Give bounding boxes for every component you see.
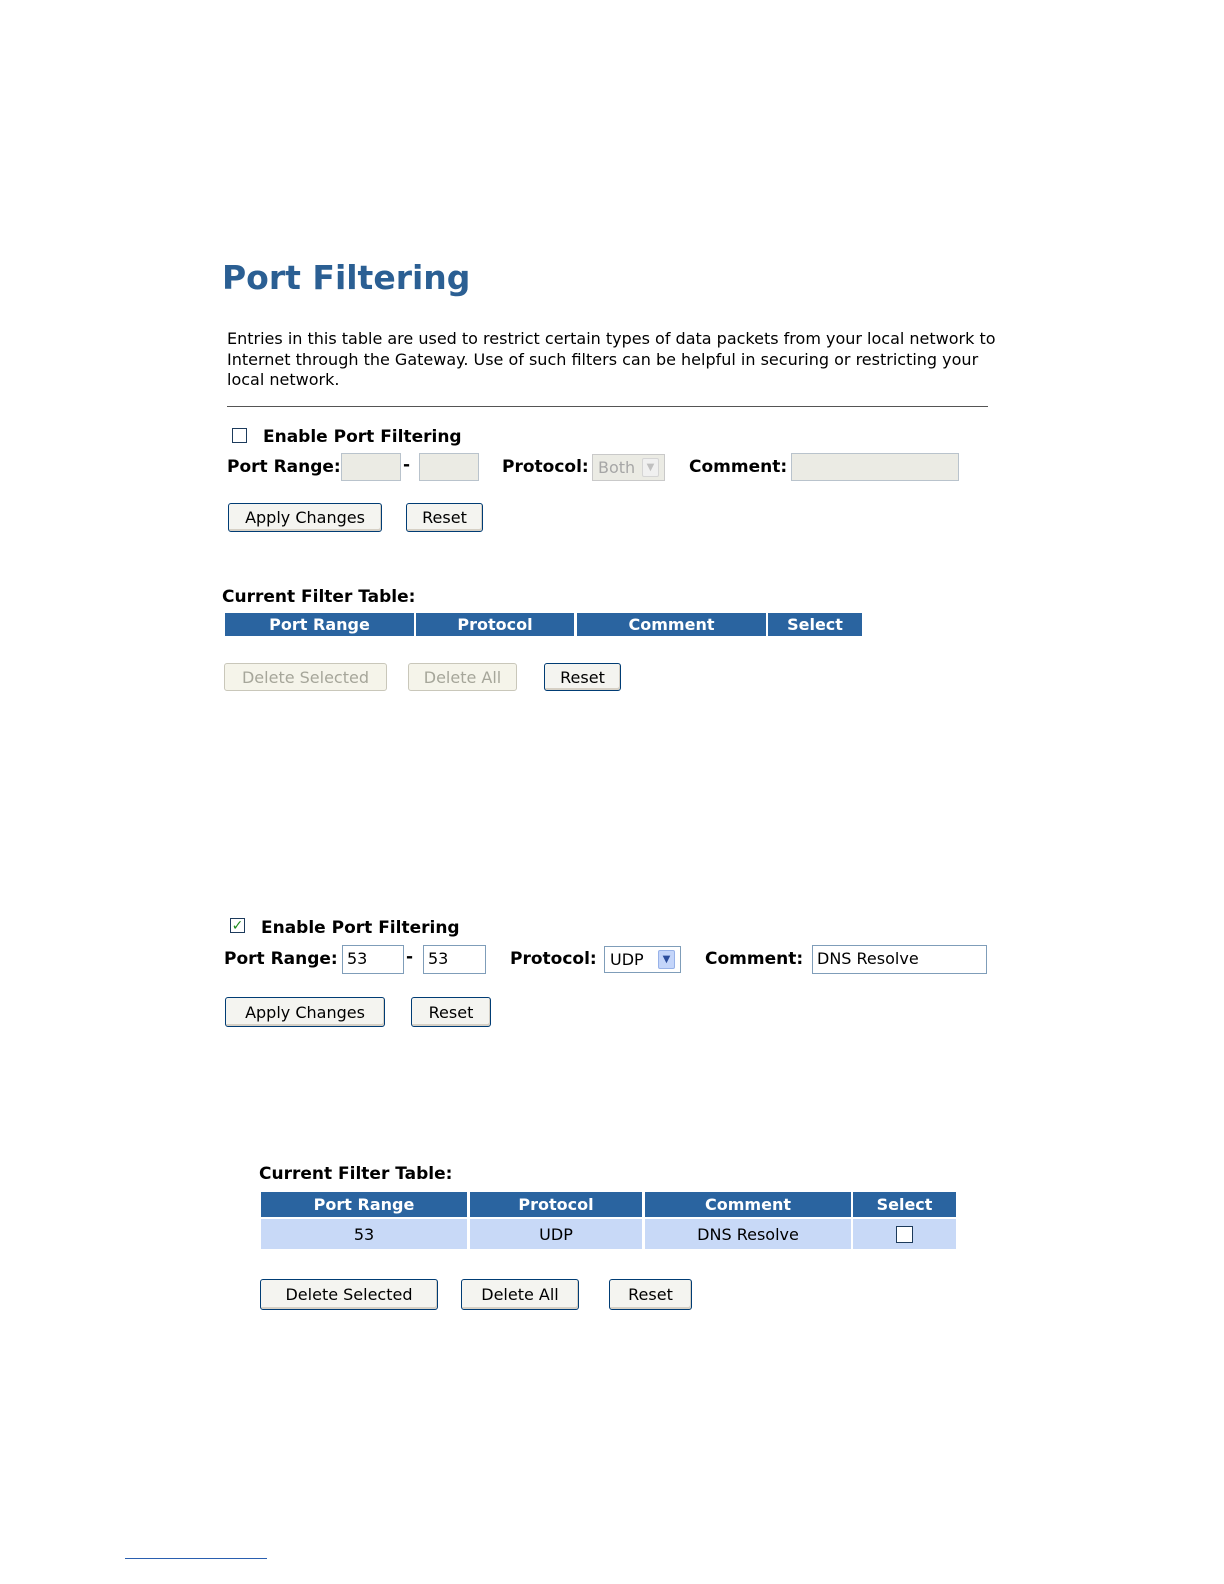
column-header-port-range: Port Range (225, 613, 414, 636)
port-range-label: Port Range: (224, 949, 338, 969)
protocol-label: Protocol: (510, 949, 597, 969)
comment-label: Comment: (705, 949, 804, 969)
reset-button[interactable]: Reset (411, 997, 491, 1027)
port-range-from-input[interactable]: 53 (342, 945, 404, 974)
port-range-label: Port Range: (227, 457, 341, 477)
column-header-comment: Comment (577, 613, 766, 636)
protocol-select[interactable] (592, 454, 665, 481)
column-header-comment: Comment (645, 1192, 851, 1217)
protocol-select[interactable] (604, 946, 681, 973)
port-range-from-input[interactable] (341, 453, 401, 481)
protocol-label: Protocol: (502, 457, 589, 477)
column-header-port-range: Port Range (261, 1192, 467, 1217)
current-filter-table-title: Current Filter Table: (222, 587, 416, 607)
footnote-divider (125, 1558, 267, 1559)
divider (227, 406, 988, 407)
apply-changes-button[interactable]: Apply Changes (225, 997, 385, 1027)
check-icon: ✓ (231, 917, 244, 934)
port-range-dash: - (406, 947, 414, 967)
table-reset-button[interactable]: Reset (544, 663, 621, 691)
table-cell-protocol: UDP (470, 1219, 642, 1249)
column-header-protocol: Protocol (416, 613, 574, 636)
delete-selected-button[interactable]: Delete Selected (260, 1279, 438, 1310)
column-header-protocol: Protocol (470, 1192, 642, 1217)
protocol-select-value: UDP (610, 950, 644, 969)
chevron-down-icon: ▼ (658, 950, 675, 969)
page-title: Port Filtering (222, 258, 471, 297)
delete-all-button[interactable]: Delete All (408, 663, 517, 691)
column-header-select: Select (853, 1192, 956, 1217)
page-description: Entries in this table are used to restrict certain types of data packets from your local network to Internet through the Gateway. Use of such filters can be helpful in securing or restricting your local network. (227, 329, 996, 389)
port-range-dash: - (403, 455, 411, 475)
column-header-select: Select (768, 613, 862, 636)
delete-all-button[interactable]: Delete All (461, 1279, 579, 1310)
protocol-select-value: Both (598, 458, 636, 477)
reset-button[interactable]: Reset (406, 503, 483, 532)
row-select-checkbox[interactable] (896, 1226, 913, 1243)
comment-input[interactable] (791, 453, 959, 481)
table-cell-select (853, 1219, 956, 1249)
table-cell-port-range: 53 (261, 1219, 467, 1249)
enable-port-filtering-checkbox[interactable] (232, 428, 247, 443)
table-reset-button[interactable]: Reset (609, 1279, 692, 1310)
port-range-to-input[interactable] (419, 453, 479, 481)
enable-port-filtering-checkbox[interactable] (230, 918, 245, 933)
port-range-to-input[interactable]: 53 (423, 945, 486, 974)
table-cell-comment: DNS Resolve (645, 1219, 851, 1249)
comment-label: Comment: (689, 457, 788, 477)
apply-changes-button[interactable]: Apply Changes (228, 503, 382, 532)
enable-port-filtering-label: Enable Port Filtering (261, 918, 460, 938)
delete-selected-button[interactable]: Delete Selected (224, 663, 387, 691)
enable-port-filtering-label: Enable Port Filtering (263, 427, 462, 447)
chevron-down-icon: ▼ (642, 458, 659, 477)
comment-input[interactable]: DNS Resolve (812, 945, 987, 974)
current-filter-table-title: Current Filter Table: (259, 1164, 453, 1184)
